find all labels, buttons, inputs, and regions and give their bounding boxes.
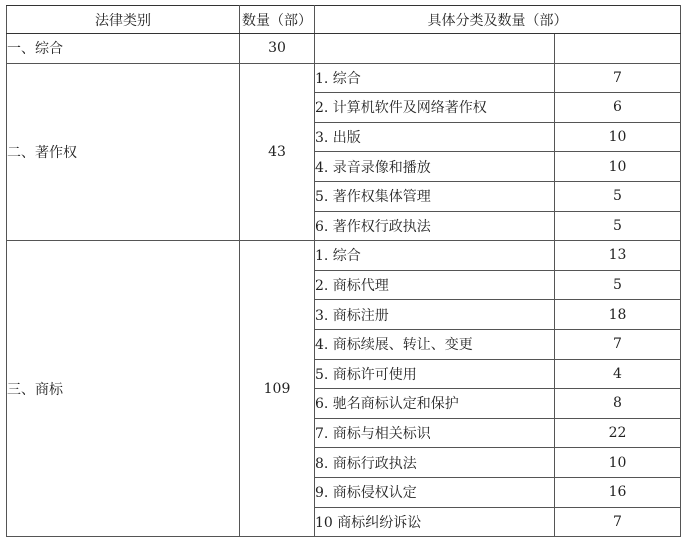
subcategory-label: 9. 商标侵权认定 [315, 477, 555, 507]
subcategory-count: 7 [555, 329, 681, 359]
subcategory-label: 3. 出版 [315, 122, 555, 152]
category-name: 二、著作权 [7, 63, 240, 241]
subcategory-label: 6. 驰名商标认定和保护 [315, 389, 555, 419]
subcategory-label: 7. 商标与相关标识 [315, 418, 555, 448]
subcategory-label: 4. 商标续展、转让、变更 [315, 329, 555, 359]
table-header-row [7, 6, 681, 34]
category-count: 109 [240, 241, 315, 537]
header-law-category: 法律类别 [7, 6, 240, 34]
subcategory-label: 4. 录音录像和播放 [315, 152, 555, 182]
subcategory-empty [315, 34, 555, 64]
header-subcategory: 具体分类及数量（部） [315, 6, 681, 34]
subcategory-count: 8 [555, 389, 681, 419]
law-category-table [6, 5, 681, 537]
table-row [7, 34, 681, 64]
subcategory-count: 5 [555, 181, 681, 211]
subcategory-label: 2. 商标代理 [315, 270, 555, 300]
subcategory-count: 16 [555, 477, 681, 507]
subcategory-label: 1. 综合 [315, 63, 555, 93]
subcategory-count: 5 [555, 211, 681, 241]
subcategory-label: 8. 商标行政执法 [315, 448, 555, 478]
subcategory-count: 22 [555, 418, 681, 448]
category-name: 一、综合 [7, 34, 240, 64]
subcategory-label: 10 商标纠纷诉讼 [315, 507, 555, 537]
subcategory-count: 10 [555, 122, 681, 152]
subcategory-label: 2. 计算机软件及网络著作权 [315, 93, 555, 123]
subcategory-count: 7 [555, 507, 681, 537]
subcategory-count: 18 [555, 300, 681, 330]
subcategory-label: 6. 著作权行政执法 [315, 211, 555, 241]
table-row [7, 63, 681, 93]
subcategory-count: 6 [555, 93, 681, 123]
header-count: 数量（部） [240, 6, 315, 34]
subcategory-count: 5 [555, 270, 681, 300]
subcategory-label: 5. 商标许可使用 [315, 359, 555, 389]
subcategory-label: 1. 综合 [315, 241, 555, 271]
subcategory-label: 5. 著作权集体管理 [315, 181, 555, 211]
subcategory-count-empty [555, 34, 681, 64]
subcategory-count: 13 [555, 241, 681, 271]
subcategory-count: 10 [555, 448, 681, 478]
table-row [7, 241, 681, 271]
category-name: 三、商标 [7, 241, 240, 537]
subcategory-label: 3. 商标注册 [315, 300, 555, 330]
subcategory-count: 4 [555, 359, 681, 389]
subcategory-count: 7 [555, 63, 681, 93]
subcategory-count: 10 [555, 152, 681, 182]
category-count: 30 [240, 34, 315, 64]
category-count: 43 [240, 63, 315, 241]
